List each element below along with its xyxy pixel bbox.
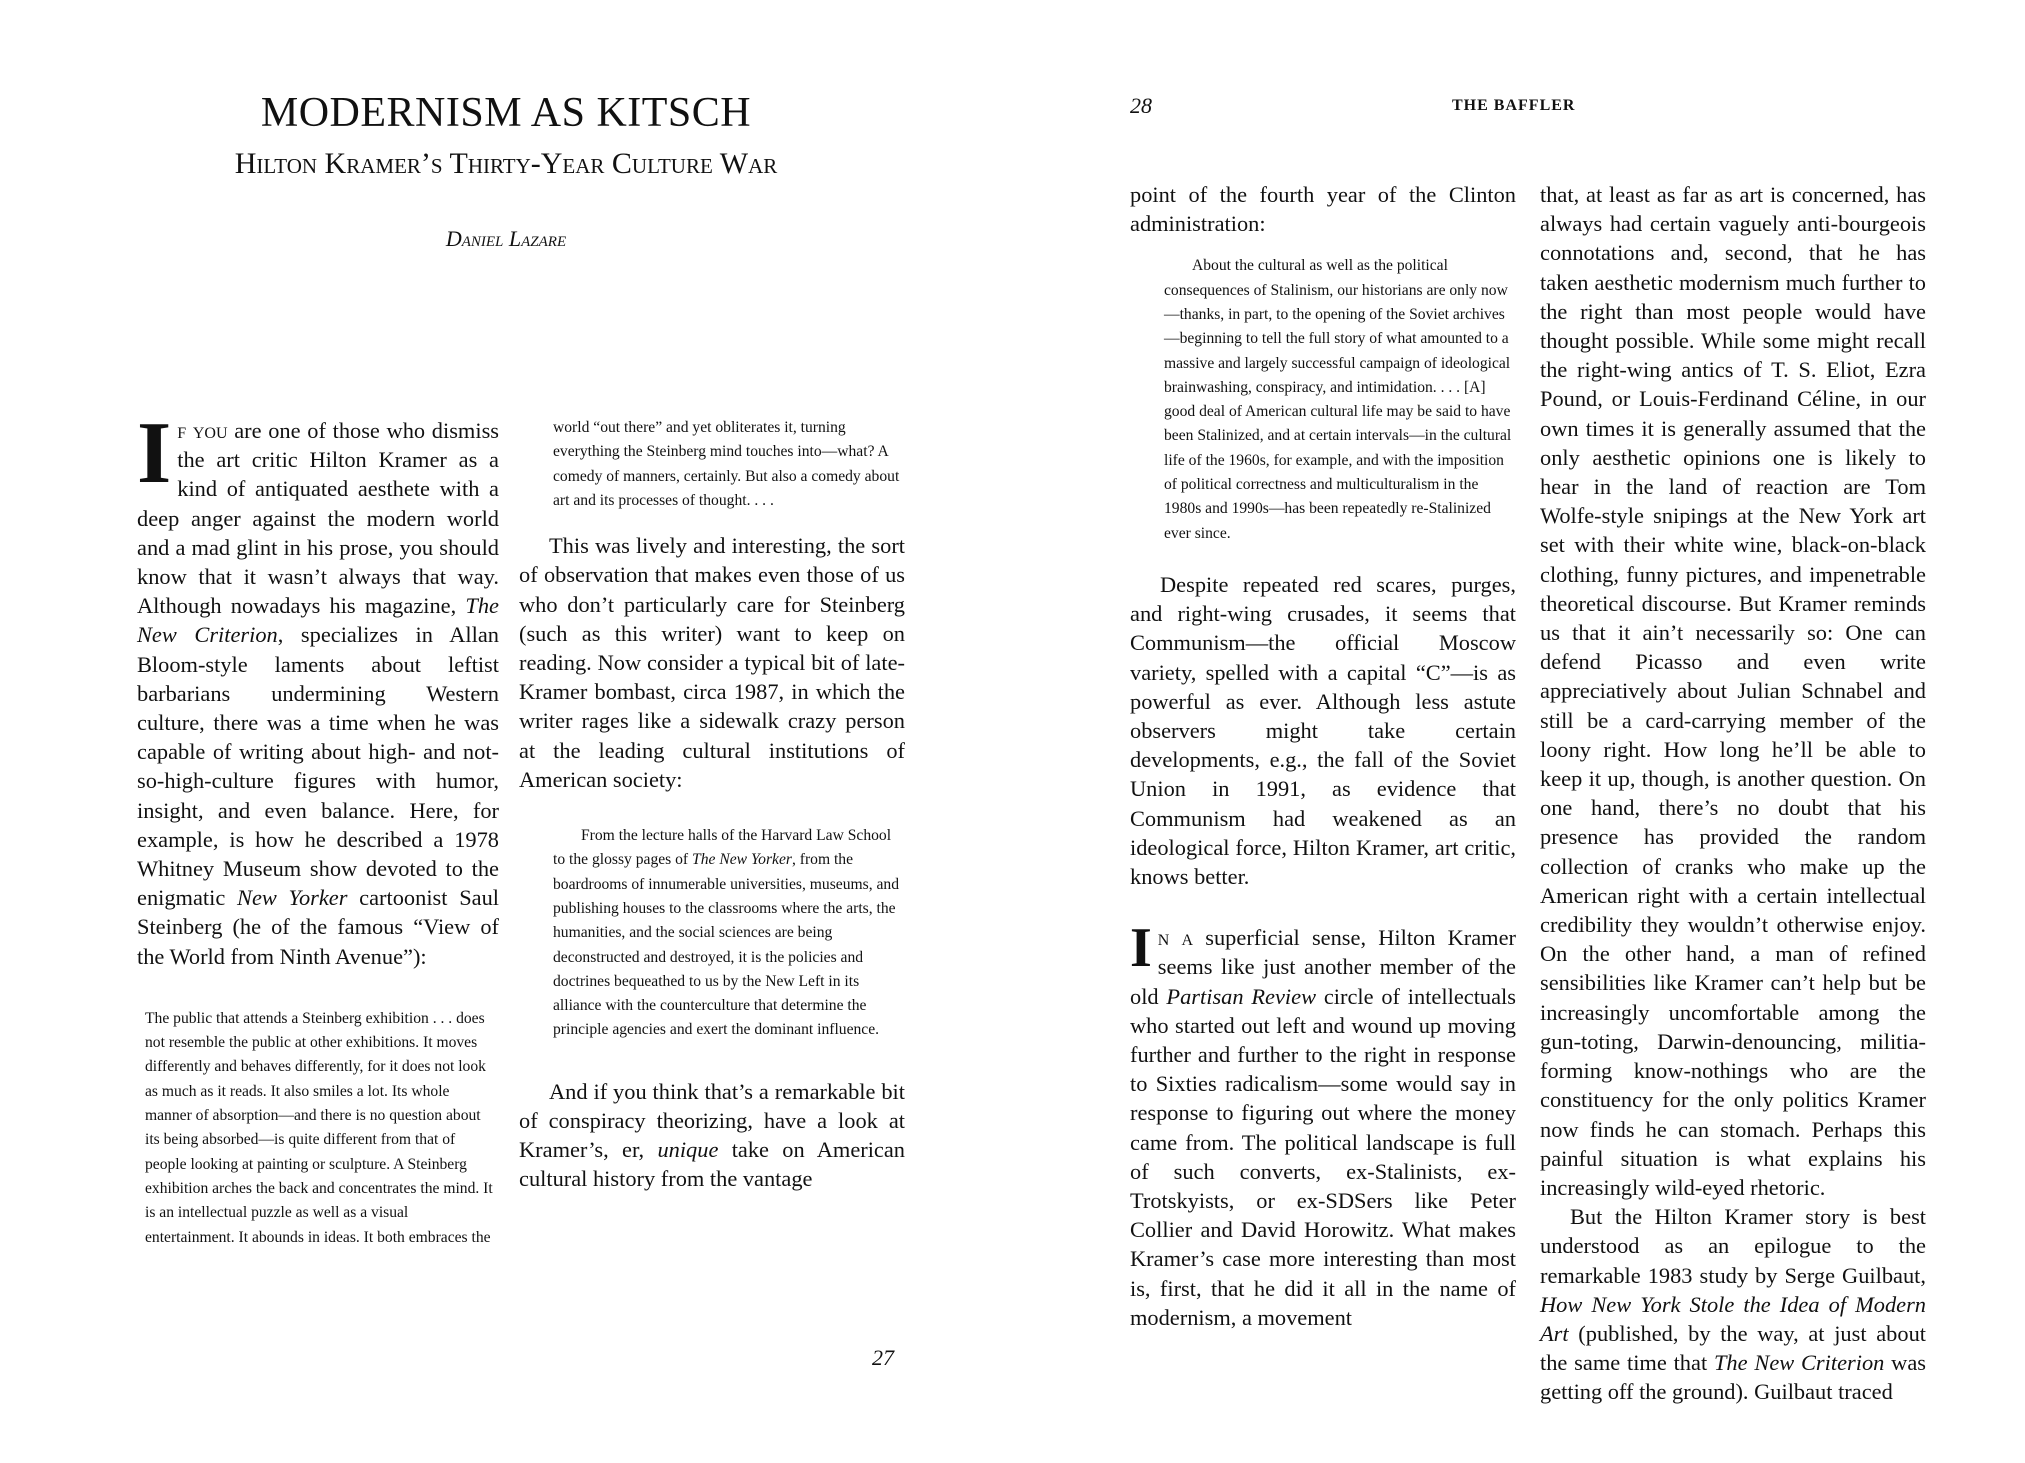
page-number: 28 (1130, 93, 1152, 118)
right-page (1012, 0, 2025, 1463)
paragraph-6: But the Hilton Kramer story is best understood as an epilogue to the remarkable 1983 study by Serge Guilbaut, How New York Stole the Idea of Modern Art (published, by the way, at just about the same time that The New Criterion was getting off the ground). Guilbaut traced (1540, 1204, 1926, 1405)
block-quote-1-continued: world “out there” and yet obliterates it, turning everything the Steinberg mind touches into—what? A comedy of manners, certainly. But also a comedy about art and its processes of thought. . . . (553, 419, 900, 509)
drop-cap: I (137, 405, 172, 502)
block-quote-2: From the lecture halls of the Harvard Law School to the glossy pages of The New Yorker, from the boardrooms of innumerable universities, museums, and publishing houses to the classrooms where the arts, the humanities, and the social sciences are being deconstructed and destroyed, it is the policies and doctrines bequeathed to us by the New Left in its alliance with the counterculture that determine the principle agencies and exert the dominant influence. (553, 827, 900, 1039)
block-quote-1: The public that attends a Steinberg exhibition . . . does not resemble the public at other exhibitions. It moves differently and behaves differently, for it does not look as much as it reads. It also smiles a lot. Its whole manner of absorption—and there is no question about its being absorbed—is quite different from that of people looking at painting or sculpture. A Steinberg exhibition arches the back and concentrates the mind. It is an intellectual puzzle as well as a visual entertainment. It abounds in ideas. It both embraces the (145, 1009, 493, 1246)
paragraph-4: Despite repeated red scares, purges, and right-wing crusades, it seems that Communism—the official Moscow variety, spelled with a capital “C”—is as powerful as ever. Although less astute observers might take certain developments, e.g., the fall of the Soviet Union in 1991, as evidence that Communism had weakened as an ideological force, Hilton Kramer, art critic, knows better. (1130, 571, 1516, 889)
right-column-1 (1130, 180, 1516, 1332)
paragraph-1: If you are one of those who dismiss the art critic Hilton Kramer as a kind of antiquated aesthete with a deep anger against the modern world and a mad glint in his prose, you should know that it wasn’t always that way. Although nowadays his magazine, The New Criterion, specializes in Allan Bloom-style laments about leftist barbarians undermining Western culture, there was a time when he was capable of writing about high- and not-so-high-culture figures with humor, insight, and even balance. Here, for example, is how he described a 1978 Whitney Museum show devoted to the enigmatic New Yorker cartoonist Saul Steinberg (he of the famous “View of the World from Ninth Avenue”): (137, 405, 499, 969)
paragraph-continued: point of the fourth year of the Clinton administration: (1130, 182, 1516, 237)
left-column-2 (519, 416, 905, 1194)
paragraph-5: In a superficial sense, Hilton Kramer seems like just another member of the old Partisan Review circle of intellectuals who started out left and wound up moving further and further to the right in response to Sixties radicalism—some would say in response to figuring out where the money came from. The political landscape is full of such converts, ex-Stalinists, ex-Trotskyists, or ex-SDSers like Peter Collier and David Horowitz. What makes Kramer’s case more interesting than most is, first, that he did it all in the name of modernism, a movement (1130, 917, 1516, 1330)
paragraph-3: And if you think that’s a remarkable bit of conspiracy theorizing, have a look at Kramer’s, er, unique take on American cultural history from the vantage (519, 1078, 906, 1192)
block-quote-3: About the cultural as well as the political consequences of Stalinism, our historians are only now—thanks, in part, to the opening of the Soviet archives—beginning to tell the full story of what amounted to a massive and largely successful campaign of ideological brainwashing, conspiracy, and intimidation. . . . [A] good deal of American cultural life may be said to have been Stalinized, and at certain intervals—in the cultural life of the 1960s, for example, and with the imposition of political correctness and multiculturalism in the 1980s and 1990s—has been repeatedly re-Stalinized ever since. (1164, 257, 1512, 542)
right-column-2 (1540, 180, 1926, 1407)
article-subtitle: Hilton Kramer’s Thirty-Year Culture War (234, 147, 778, 180)
paragraph-5-continued: that, at least as far as art is concerned, has always had certain vaguely anti-bourgeois connotations and, second, that he has taken aesthetic modernism much further to the right than most people would have thought possible. While some might recall the right-wing antics of T. S. Eliot, Ezra Pound, or Louis-Ferdinand Céline, in our own times it is generally assumed that the only aesthetic opinions one is likely to hear in the land of reaction are Tom Wolfe-style snipings at the New York art set with their white wine, black-on-black clothing, funny pictures, and impenetrable theoretical discourse. But Kramer reminds us that it ain’t necessarily so: One can defend Picasso and even write appreciatively about Julian Schnabel and still be a card-carrying member of the loony right. How long he’ll be able to keep it up, though, is another question. On one hand, there’s no doubt that his presence has provided the random collection of cranks who make up the American right with a certain intellectual credibility they wouldn’t otherwise enjoy. On the other hand, a man of refined sensibilities like Kramer can’t help but be increasingly uncomfortable among the gun-toting, Darwin-denouncing, militia-forming know-nothings who are the constituency for the only politics Kramer now finds he can stomach. Perhaps this painful situation is what explains his increasingly wild-eyed rhetoric. (1540, 182, 1926, 1200)
article-title: MODERNISM AS KITSCH (260, 90, 752, 136)
running-header: THE BAFFLER (1452, 97, 1576, 114)
paragraph-2: This was lively and interesting, the sort of observation that makes even those of us who don’t particularly care for Steinberg (such as this writer) want to keep on reading. Now consider a typical bit of late-Kramer bombast, circa 1987, in which the writer rages like a sidewalk crazy person at the leading cultural institutions of American society: (519, 533, 905, 792)
lead-smallcaps: n a (1157, 925, 1194, 951)
drop-cap: I (1130, 917, 1152, 980)
page-number: 27 (872, 1345, 894, 1370)
left-column-1 (137, 405, 499, 1250)
lead-smallcaps: f you (177, 418, 228, 443)
left-page (0, 0, 1012, 1463)
article-author: Daniel Lazare (445, 226, 567, 251)
